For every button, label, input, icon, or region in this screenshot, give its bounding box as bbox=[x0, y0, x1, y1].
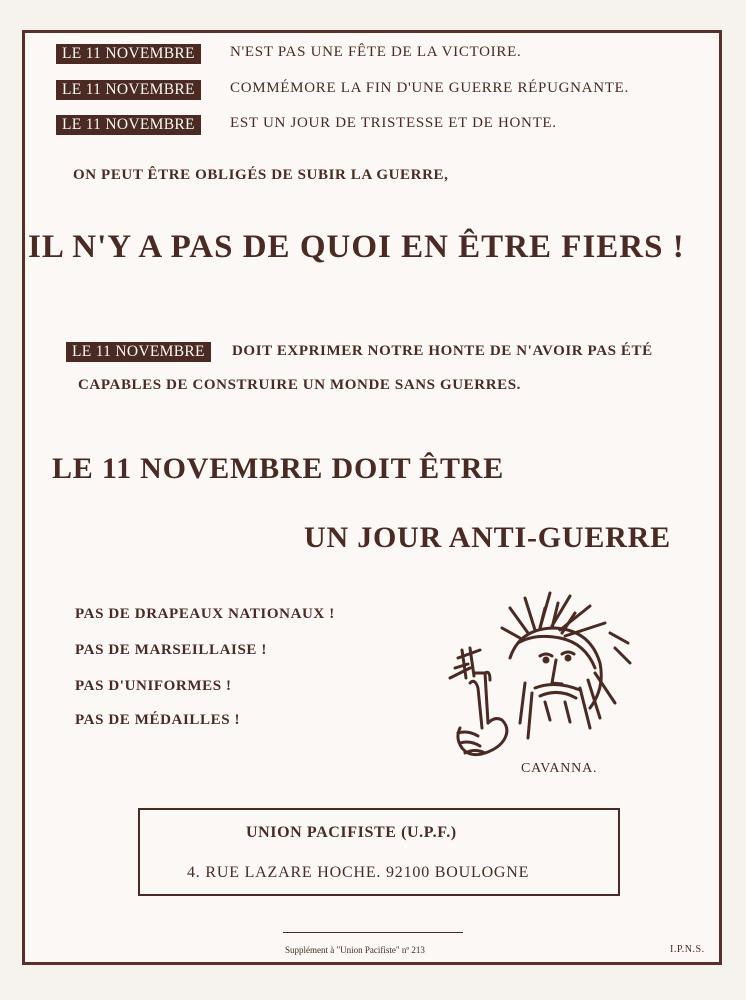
intro-text: ON PEUT ÊTRE OBLIGÉS DE SUBIR LA GUERRE, bbox=[73, 167, 449, 183]
organization-box bbox=[138, 808, 620, 896]
footer-rule bbox=[283, 932, 463, 933]
signature: CAVANNA. bbox=[521, 761, 598, 776]
slogan: PAS DE DRAPEAUX NATIONAUX ! bbox=[75, 606, 335, 622]
big-line-2: UN JOUR ANTI-GUERRE bbox=[304, 521, 671, 554]
date-tag: LE 11 NOVEMBRE bbox=[66, 342, 211, 362]
ipns-mark: I.P.N.S. bbox=[670, 944, 705, 955]
big-line-1: LE 11 NOVEMBRE DOIT ÊTRE bbox=[52, 452, 505, 485]
organization-address: 4. RUE LAZARE HOCHE. 92100 BOULOGNE bbox=[187, 864, 530, 881]
slogan: PAS DE MARSEILLAISE ! bbox=[75, 642, 267, 658]
slogan: PAS D'UNIFORMES ! bbox=[75, 678, 232, 694]
header-line: COMMÉMORE LA FIN D'UNE GUERRE RÉPUGNANTE. bbox=[230, 80, 629, 96]
slogan: PAS DE MÉDAILLES ! bbox=[75, 712, 241, 728]
supplement-note: Supplément à "Union Pacifiste" nº 213 bbox=[285, 945, 425, 955]
middle-line-1: DOIT EXPRIMER NOTRE HONTE DE N'AVOIR PAS ÉTÉ bbox=[232, 343, 653, 359]
headline: IL N'Y A PAS DE QUOI EN ÊTRE FIERS ! bbox=[28, 229, 685, 265]
date-tag: LE 11 NOVEMBRE bbox=[56, 115, 201, 135]
date-tag: LE 11 NOVEMBRE bbox=[56, 80, 201, 100]
date-tag: LE 11 NOVEMBRE bbox=[56, 44, 201, 64]
organization-name: UNION PACIFISTE (U.P.F.) bbox=[246, 824, 457, 841]
header-line: EST UN JOUR DE TRISTESSE ET DE HONTE. bbox=[230, 115, 557, 131]
header-line: N'EST PAS UNE FÊTE DE LA VICTOIRE. bbox=[230, 44, 522, 60]
cavanna-drawing bbox=[440, 588, 640, 788]
middle-line-2: CAPABLES DE CONSTRUIRE UN MONDE SANS GUERRES. bbox=[78, 377, 522, 393]
